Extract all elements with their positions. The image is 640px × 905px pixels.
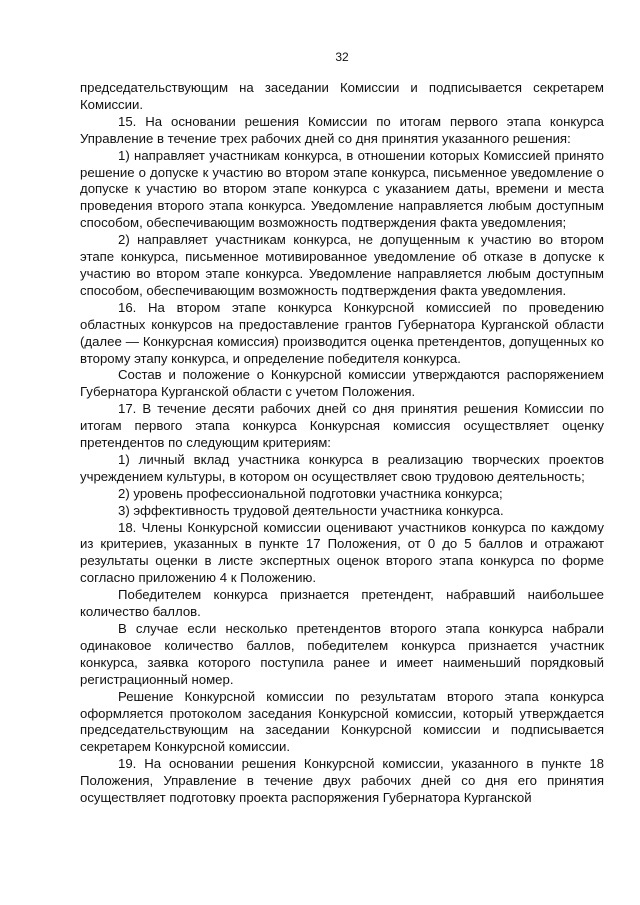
document-body: [80, 80, 604, 807]
paragraph-tie-rule: В случае если несколько претендентов второго этапа конкурса набрали одинаковое количество баллов, победителем конкурса признается участник конкурса, заявка которого поступила ранее и имеет наименьший порядковый регистрационный номер.: [80, 621, 604, 687]
paragraph-item-18: 18. Члены Конкурсной комиссии оценивают участников конкурса по каждому из критериев, указанных в пункте 17 Положения, от 0 до 5 баллов и отражают результаты оценки в листе экспертных оценок второго этапа конкурса по форме согласно приложению 4 к Положению.: [80, 519, 604, 586]
paragraph-winner-rule: Победителем конкурса признается претендент, набравший наибольшее количество баллов.: [80, 587, 604, 620]
paragraph-criterion-3: 3) эффективность трудовой деятельности участника конкурса.: [118, 502, 504, 518]
paragraph-item-16: 16. На втором этапе конкурса Конкурсной комиссией по проведению областных конкурсов на предоставление грантов Губернатора Курганской области (далее — Конкурсная комиссия) производится оценка претендентов, допущенных ко второму этапу конкурса, и определение победителя конкурса.: [80, 299, 604, 366]
paragraph-criterion-2: 2) уровень профессиональной подготовки участника конкурса;: [118, 485, 503, 501]
paragraph-item-15: 15. На основании решения Комиссии по итогам первого этапа конкурса Управление в течение трех рабочих дней со дня принятия указанного решения:: [80, 113, 604, 146]
paragraph-continuation: председательствующим на заседании Комиссии и подписывается секретарем Комиссии.: [80, 80, 604, 112]
paragraph-subitem-15-2: 2) направляет участникам конкурса, не допущенным к участию во втором этапе конкурса, письменное мотивированное уведомление об отказе в допуске к участию во втором этапе конкурса. Уведомление направляется любым доступным способом, обеспечивающим возможность подтверждения факта уведомления.: [80, 232, 604, 298]
page-number: 32: [335, 50, 349, 64]
paragraph-item-19: 19. На основании решения Конкурсной комиссии, указанного в пункте 18 Положения, Управление в течение двух рабочих дней со дня его принятия осуществляет подготовку проекта распоряжения Губернатора Курганской: [80, 756, 604, 806]
paragraph-criterion-1: 1) личный вклад участника конкурса в реализацию творческих проектов учреждением культуры, в котором он осуществляет свою трудовою деятельность;: [80, 451, 604, 484]
paragraph-protocol-rule: Решение Конкурсной комиссии по результатам второго этапа конкурса оформляется протоколом заседания Конкурсной комиссии, который утверждается председательствующим на заседании Конкурсной комиссии и подписывается секретарем Конкурсной комиссии.: [80, 688, 604, 755]
paragraph-item-17: 17. В течение десяти рабочих дней со дня принятия решения Комиссии по итогам первого этапа конкурса Конкурсная комиссия осуществляет оценку претендентов по следующим критериям:: [80, 401, 604, 451]
paragraph-commission-composition: Состав и положение о Конкурсной комиссии утверждаются распоряжением Губернатора Курганской области с учетом Положения.: [80, 367, 604, 400]
paragraph-subitem-15-1: 1) направляет участникам конкурса, в отношении которых Комиссией принято решение о допуске к участию во втором этапе конкурса, письменное уведомление о допуске к участию во втором этапе конкурса с указанием даты, времени и места проведения второго этапа конкурса. Уведомление направляется любым доступным способом, обеспечивающим возможность подтверждения факта уведомления;: [80, 147, 604, 231]
document-page: [80, 0, 604, 905]
